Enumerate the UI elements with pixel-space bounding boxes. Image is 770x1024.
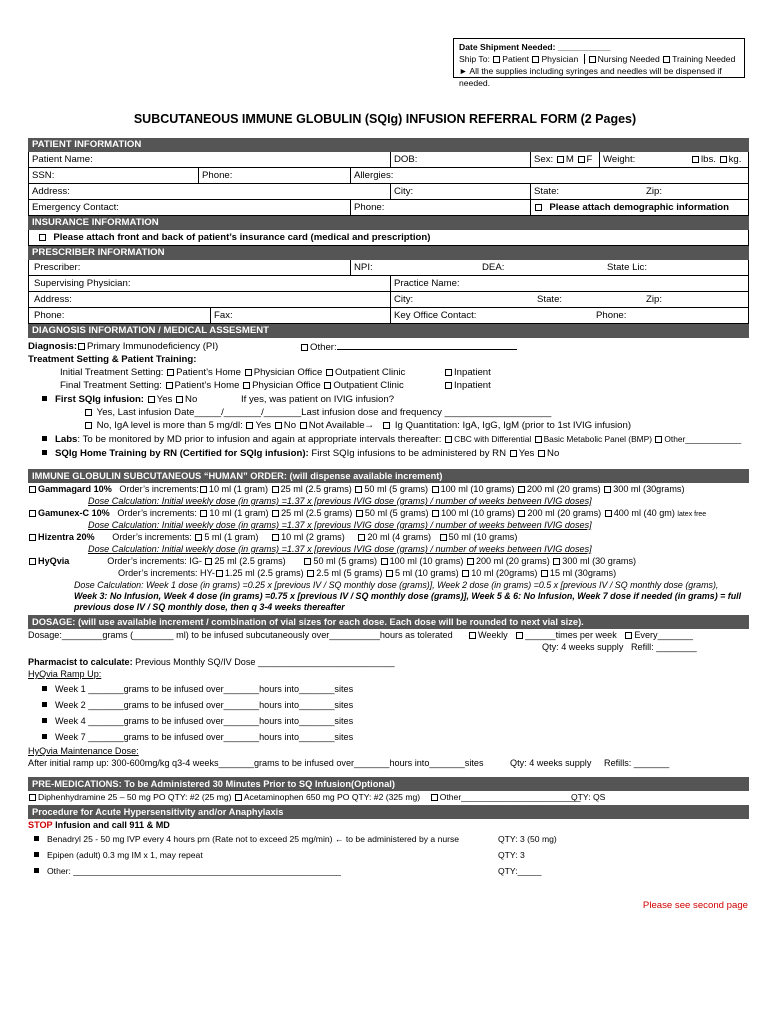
hizentra-line: Hizentra 20% Order’s increments: 5 ml (1 gram) 10 ml (2 grams) 20 ml (4 grams) 50 ml (10 grams) bbox=[28, 531, 517, 545]
anaphylaxis-header: Procedure for Acute Hypersensitivity and/or Anaphylaxis bbox=[28, 805, 749, 819]
hizentra-opt-checkbox[interactable] bbox=[195, 534, 202, 541]
bullet-icon bbox=[42, 718, 47, 723]
patient-row-3 bbox=[28, 184, 749, 200]
premed-header: PRE-MEDICATIONS: To be Administered 30 Minutes Prior to SQ Infusion(Optional) bbox=[28, 777, 749, 791]
lbs-checkbox[interactable] bbox=[692, 156, 699, 163]
gammagard-opt-checkbox[interactable] bbox=[200, 486, 207, 493]
prescriber-row-2 bbox=[28, 276, 749, 292]
gammagard-dose-calc: Dose Calculation: Initial weekly dose (in grams) =1.37 x [previous IVIG dose (grams) / number of weeks between IVIG doses] bbox=[88, 496, 592, 506]
patient-city-field[interactable]: City: bbox=[390, 184, 531, 199]
bullet-icon bbox=[42, 734, 47, 739]
supplies-note: ► All the supplies including syringes and needles will be dispensed if needed. bbox=[459, 66, 722, 88]
insurance-header: INSURANCE INFORMATION bbox=[28, 216, 749, 230]
home-training-line: SQIg Home Training by RN (Certified for SQIg infusion): First SQIg infusions to be administered by RN Yes No bbox=[42, 447, 559, 461]
final-outpatient-checkbox[interactable] bbox=[324, 382, 331, 389]
gamunex-opt-checkbox[interactable] bbox=[200, 510, 207, 517]
maintenance-line[interactable]: After initial ramp up: 300-600mg/kg q3-4 weeks_______grams to be infused over_______hours into_______sites bbox=[28, 758, 484, 768]
dosage-frequency: Weekly ______times per week Every_______ bbox=[468, 629, 693, 643]
final-treatment-setting: Final Treatment Setting: Patient’s Home Physician Office Outpatient Clinic bbox=[60, 380, 404, 391]
rampup-label: HyQvia Ramp Up: bbox=[28, 669, 102, 679]
patient-row-1 bbox=[28, 152, 749, 168]
epipen-qty: QTY: 3 bbox=[498, 850, 525, 860]
maintenance-qty: Qty: 4 weeks supply Refills: _______ bbox=[510, 758, 670, 768]
kg-checkbox[interactable] bbox=[720, 156, 727, 163]
prescriber-phone-field[interactable]: Phone: bbox=[34, 310, 65, 321]
home-training-yes-checkbox[interactable] bbox=[510, 450, 517, 457]
final-office-checkbox[interactable] bbox=[243, 382, 250, 389]
hizentra-checkbox[interactable] bbox=[29, 534, 36, 541]
gamunex-dose-calc: Dose Calculation: Initial weekly dose (in grams) =1.37 x [previous IVIG dose (grams) / number of weeks between IVIG doses] bbox=[88, 520, 592, 530]
first-sqig-infusion: First SQIg infusion: Yes No bbox=[42, 393, 197, 407]
hyqvia-hy-line: Order’s increments: HY- 1.25 ml (2.5 grams) 2.5 ml (5 grams) 5 ml (10 grams) 10 ml (20grams) 15 ml (30grams) bbox=[118, 568, 617, 578]
dosage-qty: Qty: 4 weeks supply Refill: ________ bbox=[542, 642, 697, 652]
maintenance-label: HyQvia Maintenance Dose: bbox=[28, 746, 139, 756]
order-section bbox=[28, 483, 749, 613]
ig-quant-checkbox[interactable] bbox=[383, 422, 390, 429]
dea-field[interactable]: DEA: bbox=[482, 262, 505, 273]
ivig-question: If yes, was patient on IVIG infusion? bbox=[241, 394, 395, 405]
first-sqig-no-checkbox[interactable] bbox=[176, 396, 183, 403]
hizentra-dose-calc: Dose Calculation: Initial weekly dose (in grams) =1.37 x [previous IVIG dose (grams) / number of weeks between IVIG doses] bbox=[88, 544, 592, 554]
iga-not-available-checkbox[interactable] bbox=[300, 422, 307, 429]
gamunex-opt-checkbox[interactable] bbox=[272, 510, 279, 517]
ship-patient-checkbox[interactable] bbox=[493, 56, 500, 63]
weekly-checkbox[interactable] bbox=[469, 632, 476, 639]
nursing-needed-checkbox[interactable] bbox=[589, 56, 596, 63]
bmp-checkbox[interactable] bbox=[535, 436, 542, 443]
dob-field[interactable]: DOB: bbox=[390, 152, 531, 167]
gamunex-checkbox[interactable] bbox=[29, 510, 36, 517]
initial-inpatient-checkbox[interactable] bbox=[445, 369, 452, 376]
sex-f-checkbox[interactable] bbox=[578, 156, 585, 163]
emergency-phone-field[interactable]: Phone: bbox=[350, 200, 531, 215]
initial-office-checkbox[interactable] bbox=[245, 369, 252, 376]
premed-qty: QTY: QS bbox=[571, 792, 606, 802]
anaphylaxis-other-qty[interactable]: QTY:_____ bbox=[498, 866, 542, 876]
dosage-section bbox=[28, 629, 749, 777]
prescriber-row-4 bbox=[28, 308, 749, 324]
dx-other-checkbox[interactable] bbox=[301, 344, 308, 351]
allergies-field[interactable]: Allergies: bbox=[350, 168, 752, 183]
hyqvia-hy-opt-checkbox[interactable] bbox=[386, 570, 393, 577]
weight-field[interactable]: Weight: lbs. kg. bbox=[599, 152, 753, 167]
hyqvia-hy-opt-checkbox[interactable] bbox=[462, 570, 469, 577]
gamunex-opt-checkbox[interactable] bbox=[518, 510, 525, 517]
ssn-field[interactable]: SSN: bbox=[32, 170, 55, 181]
bullet-icon bbox=[34, 836, 39, 841]
bullet-icon bbox=[42, 702, 47, 707]
first-sqig-yes-checkbox[interactable] bbox=[148, 396, 155, 403]
practice-name-field[interactable]: Practice Name: bbox=[390, 276, 752, 291]
hyqvia-dose-calc-1: Dose Calculation: Week 1 dose (in grams) =0.25 x [previous IV / SQ monthly dose (grams)], Week 2 dose (in grams) =0.5 x [previous IV / SQ monthly dose (grams), bbox=[74, 580, 719, 590]
key-office-contact-field[interactable]: Key Office Contact: bbox=[390, 308, 594, 323]
bullet-icon bbox=[42, 450, 47, 455]
ship-physician-checkbox[interactable] bbox=[532, 56, 539, 63]
anaphylaxis-section bbox=[28, 819, 749, 889]
prescriber-field[interactable]: Prescriber: bbox=[34, 262, 81, 273]
hyqvia-dose-calc-3: previous dose IV / SQ monthly dose, then q 3-4 weeks thereafter bbox=[74, 602, 345, 612]
patient-row-2 bbox=[28, 168, 749, 184]
prescriber-city-field[interactable]: City: bbox=[390, 292, 534, 307]
premed-line: Diphenhydramine 25 – 50 mg PO QTY: #2 (25 mg) Acetaminophen 650 mg PO QTY: #2 (325 mg) Other_________________________ bbox=[28, 791, 581, 805]
ship-to-line: Ship To: Patient Physician Nursing Needed Training Needed bbox=[459, 54, 736, 64]
date-shipment-needed: Date Shipment Needed: ___________ bbox=[459, 42, 611, 52]
times-per-week-checkbox[interactable] bbox=[516, 632, 523, 639]
pi-checkbox[interactable] bbox=[78, 343, 85, 350]
hyqvia-hy-opt-checkbox[interactable] bbox=[307, 570, 314, 577]
prescriber-zip-field[interactable]: Zip: bbox=[646, 294, 662, 305]
hyqvia-checkbox[interactable] bbox=[29, 558, 36, 565]
premed-other-checkbox[interactable] bbox=[431, 794, 438, 801]
initial-treatment-setting: Initial Treatment Setting: Patient’s Home Physician Office Outpatient Clinic bbox=[60, 367, 406, 378]
shipment-box bbox=[453, 38, 745, 88]
hyqvia-ig-opt-checkbox[interactable] bbox=[467, 558, 474, 565]
no-iga-level: No, IgA level is more than 5 mg/dl: Yes No Not Available→ Ig Quantitation: IgA, IgG, IgM (prior to 1st IVIG infusion) bbox=[84, 419, 631, 433]
hizentra-opt-checkbox[interactable] bbox=[358, 534, 365, 541]
insurance-card-checkbox[interactable] bbox=[39, 234, 46, 241]
emergency-contact-field[interactable]: Emergency Contact: bbox=[32, 202, 119, 213]
yes-last-infusion-checkbox[interactable] bbox=[85, 409, 92, 416]
referral-form bbox=[28, 138, 749, 889]
bullet-icon bbox=[34, 852, 39, 857]
hyqvia-ig-opt-checkbox[interactable] bbox=[553, 558, 560, 565]
patient-row-4 bbox=[28, 200, 749, 216]
patient-name-field[interactable]: Patient Name: bbox=[32, 154, 93, 165]
state-lic-field[interactable]: State Lic: bbox=[607, 262, 647, 273]
sex-m-checkbox[interactable] bbox=[557, 156, 564, 163]
prescriber-state-field[interactable]: State: bbox=[537, 294, 563, 305]
dosage-header: DOSAGE: (will use available increment / combination of vial sizes for each dose. Each dose will be rounded to next vial size). bbox=[28, 615, 749, 629]
hyqvia-ig-opt-checkbox[interactable] bbox=[381, 558, 388, 565]
gammagard-line: Gammagard 10% Order’s increments: 10 ml (1 gram) 25 ml (2.5 grams) 50 ml (5 grams) 100 ml (10 grams) 200 ml (20 grams) 300 ml (30grams) bbox=[28, 483, 684, 497]
yes-last-infusion: Yes, Last infusion Date_____/_______/_______Last infusion dose and frequency ____________________ bbox=[84, 406, 551, 420]
final-home-checkbox[interactable] bbox=[166, 382, 173, 389]
cbc-checkbox[interactable] bbox=[445, 436, 452, 443]
anaphylaxis-other-line: Other: ________________________________________________________ bbox=[34, 865, 341, 879]
patient-zip-field[interactable]: Zip: bbox=[646, 186, 662, 197]
gammagard-opt-checkbox[interactable] bbox=[604, 486, 611, 493]
patient-info-header: PATIENT INFORMATION bbox=[28, 138, 749, 152]
hyqvia-dose-calc-2: Week 3: No Infusion, Week 4 dose (in grams) =0.75 x [previous IV / SQ monthly dose (grams)], Week 5 & 6: No Infusion, Week 7 dose if needed (in grams) = full bbox=[74, 591, 742, 601]
hyqvia-hy-opt-checkbox[interactable] bbox=[216, 570, 223, 577]
epipen-line: Epipen (adult) 0.3 mg IM x 1, may repeat bbox=[34, 849, 203, 863]
prescriber-row-3 bbox=[28, 292, 749, 308]
diagnosis-section: Diagnosis: Primary Immunodeficiency (PI) Other: Treatment Setting & Patient Training: Initial Treatment Setting: Patient’s Home Physician Office Outpatient Clinic Inpatient Final Treatment Setting: Patient’s Home Physician Office Outpatient Clinic Inpatient First SQIg infusion: Yes No If yes, was patient on IVIG infusion? Yes, Last infusion Date_____/_______/_______Last infusion dose and frequency ____________________ No, IgA level is more than 5 mg/dl: Yes No Not Available→ Ig Quantitation: IgA, IgG, IgM (prior to 1st IVIG infusion) Labs: To be monitored by MD prior to infusion and again at appropriate intervals thereafter: CBC with Differential Basic Metabolic Panel (BMP) Other____________ SQIg Home Training by RN (Certified for SQIg infusion): First SQIg infusions to be administered by RN Yes No bbox=[28, 341, 742, 459]
gammagard-opt-checkbox[interactable] bbox=[355, 486, 362, 493]
patient-phone-field[interactable]: Phone: bbox=[198, 168, 352, 183]
dosage-line: Dosage:________grams (________ ml) to be infused subcutaneously over__________hours as tolerated bbox=[28, 630, 453, 640]
rampup-week-2: Week 2 _______grams to be infused over_______hours into_______sites bbox=[42, 699, 353, 713]
gamunex-opt-checkbox[interactable] bbox=[605, 510, 612, 517]
hyqvia-ig-opt-checkbox[interactable] bbox=[304, 558, 311, 565]
order-header: IMMUNE GLOBULIN SUBCUTANEOUS “HUMAN” ORDER: (will dispense available increment) bbox=[28, 469, 749, 483]
prescriber-row-1 bbox=[28, 260, 749, 276]
iga-no-checkbox[interactable] bbox=[275, 422, 282, 429]
key-office-phone-field[interactable]: Phone: bbox=[596, 310, 627, 321]
no-iga-checkbox[interactable] bbox=[85, 422, 92, 429]
final-inpatient-checkbox[interactable] bbox=[445, 382, 452, 389]
second-page-note: Please see second page bbox=[642, 900, 748, 911]
rampup-week-7: Week 7 _______grams to be infused over_______hours into_______sites bbox=[42, 731, 353, 745]
bullet-icon bbox=[42, 686, 47, 691]
supervising-physician-field[interactable]: Supervising Physician: bbox=[34, 278, 131, 289]
insurance-row bbox=[28, 230, 749, 246]
dx-other-field[interactable] bbox=[337, 340, 517, 350]
rampup-week-1: Week 1 _______grams to be infused over_______hours into_______sites bbox=[42, 683, 353, 697]
every-checkbox[interactable] bbox=[625, 632, 632, 639]
sex-field: Sex: M F bbox=[530, 152, 600, 167]
gammagard-checkbox[interactable] bbox=[29, 486, 36, 493]
prescriber-fax-field[interactable]: Fax: bbox=[210, 308, 392, 323]
hizentra-opt-checkbox[interactable] bbox=[272, 534, 279, 541]
premed-section bbox=[28, 791, 749, 805]
gammagard-opt-checkbox[interactable] bbox=[432, 486, 439, 493]
treatment-setting-label: Treatment Setting & Patient Training: bbox=[28, 354, 197, 365]
prescriber-address-field[interactable]: Address: bbox=[34, 294, 72, 305]
patient-state-field[interactable]: State: bbox=[530, 184, 644, 199]
training-needed-checkbox[interactable] bbox=[663, 56, 670, 63]
iga-yes-checkbox[interactable] bbox=[246, 422, 253, 429]
home-training-no-checkbox[interactable] bbox=[538, 450, 545, 457]
gamunex-line: Gamunex-C 10% Order’s increments: 10 ml (1 gram) 25 ml (2.5 grams) 50 ml (5 grams) 100 ml (10 grams) 200 ml (20 grams) 400 ml (40 gm) latex free bbox=[28, 507, 706, 522]
form-title: SUBCUTANEOUS IMMUNE GLOBULIN (SQIg) INFUSION REFERRAL FORM (2 Pages) bbox=[133, 112, 637, 126]
hizentra-opt-checkbox[interactable] bbox=[440, 534, 447, 541]
gammagard-opt-checkbox[interactable] bbox=[272, 486, 279, 493]
bullet-icon bbox=[42, 396, 47, 401]
diphenhydramine-checkbox[interactable] bbox=[29, 794, 36, 801]
prescriber-header: PRESCRIBER INFORMATION bbox=[28, 246, 749, 260]
rampup-week-4: Week 4 _______grams to be infused over_______hours into_______sites bbox=[42, 715, 353, 729]
benadryl-line: Benadryl 25 - 50 mg IVP every 4 hours prn (Rate not to exceed 25 mg/min) ← to be administered by a nurse bbox=[34, 833, 459, 847]
pharmacist-line: Pharmacist to calculate: Previous Monthly SQ/IV Dose ___________________________ bbox=[28, 657, 395, 667]
initial-home-checkbox[interactable] bbox=[167, 369, 174, 376]
hyqvia-ig-opt-checkbox[interactable] bbox=[205, 558, 212, 565]
patient-address-field[interactable]: Address: bbox=[32, 186, 70, 197]
labs-line: Labs: To be monitored by MD prior to infusion and again at appropriate intervals thereafter: CBC with Differential Basic Metabolic Panel (BMP) Other____________ bbox=[42, 433, 741, 447]
bullet-icon bbox=[34, 868, 39, 873]
acetaminophen-checkbox[interactable] bbox=[235, 794, 242, 801]
diagnosis-header: DIAGNOSIS INFORMATION / MEDICAL ASSESMENT bbox=[28, 324, 749, 338]
insurance-note: Please attach front and back of patient’s insurance card (medical and prescription) bbox=[35, 230, 738, 245]
demographic-note: Please attach demographic information bbox=[530, 200, 752, 215]
gammagard-opt-checkbox[interactable] bbox=[518, 486, 525, 493]
diagnosis-line: Diagnosis: Primary Immunodeficiency (PI) bbox=[28, 341, 219, 352]
gamunex-opt-checkbox[interactable] bbox=[356, 510, 363, 517]
hyqvia-ig-line: HyQvia Order’s increments: IG- 25 ml (2.5 grams) 50 ml (5 grams) 100 ml (10 grams) 200 ml (20 grams) 300 ml (30 grams) bbox=[28, 555, 636, 569]
bullet-icon bbox=[42, 436, 47, 441]
stop-line: STOP Infusion and call 911 & MD bbox=[28, 820, 170, 830]
gamunex-opt-checkbox[interactable] bbox=[432, 510, 439, 517]
npi-field[interactable]: NPI: bbox=[350, 260, 474, 275]
hyqvia-hy-opt-checkbox[interactable] bbox=[541, 570, 548, 577]
dx-other: Other: bbox=[300, 340, 517, 355]
labs-other-checkbox[interactable] bbox=[655, 436, 662, 443]
benadryl-qty: QTY: 3 (50 mg) bbox=[498, 834, 557, 844]
demographic-checkbox[interactable] bbox=[535, 204, 542, 211]
initial-outpatient-checkbox[interactable] bbox=[326, 369, 333, 376]
